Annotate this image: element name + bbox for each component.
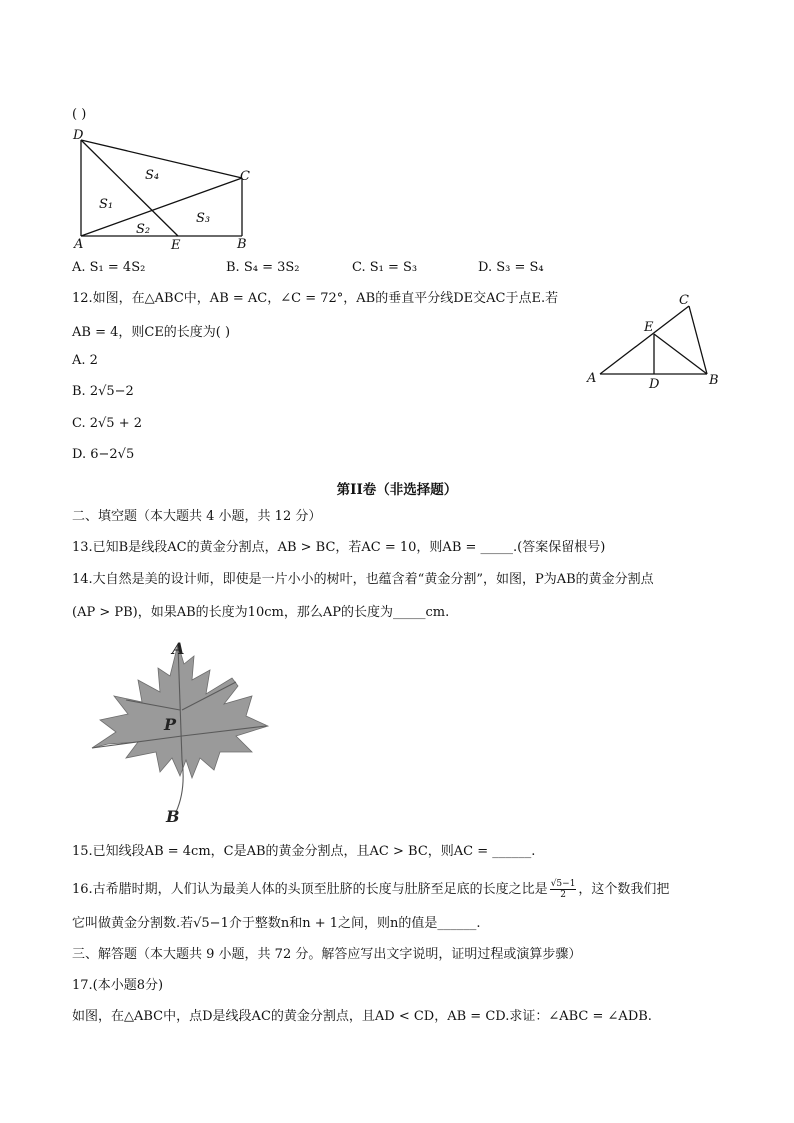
part3-section-heading: 三、解答题（本大题共 9 小题，共 72 分。解答应写出文字说明，证明过程或演算步骤）: [72, 947, 582, 962]
q11-option-c[interactable]: C. S₁ = S₃: [352, 260, 418, 275]
q16-line1: [72, 879, 669, 900]
q11-option-b[interactable]: B. S₄ = 3S₂: [226, 260, 300, 275]
leaf-label-B: B: [166, 807, 180, 826]
q15-text: 15.已知线段AB = 4cm，C是AB的黄金分割点，且AC > BC，则AC = ______.: [72, 844, 536, 859]
leaf-label-P: P: [164, 715, 177, 734]
label-D: D: [649, 377, 660, 392]
q12-option-d[interactable]: D. 6−2√5: [72, 447, 135, 462]
q16-line1-end: ，这个数我们把: [578, 882, 670, 897]
label-D: D: [73, 128, 84, 143]
q14-line2: (AP > PB)，如果AB的长度为10cm，那么AP的长度为_____cm.: [72, 605, 450, 620]
q12-figure: [583, 290, 723, 390]
q12-option-b[interactable]: B. 2√5−2: [72, 384, 134, 399]
label-A: A: [74, 237, 84, 252]
leaf-label-A: A: [172, 639, 185, 658]
q16-line2: 它叫做黄金分割数.若√5−1介于整数n和n + 1之间，则n的值是______.: [72, 916, 481, 931]
part2-section-heading: 二、填空题（本大题共 4 小题，共 12 分）: [72, 509, 322, 524]
label-S3: S₃: [196, 211, 211, 226]
label-S2: S₂: [136, 222, 151, 237]
q11-paren: ( ): [72, 107, 87, 122]
fraction-denominator: 2: [560, 890, 566, 900]
q16-line1-start: 16.古希腊时期，人们认为最美人体的头顶至肚脐的长度与肚脐至足底的长度之比是: [72, 882, 548, 897]
label-B: B: [709, 373, 719, 388]
q17-text: 如图，在△ABC中，点D是线段AC的黄金分割点，且AD < CD，AB = CD.求证：∠ABC = ∠ADB.: [72, 1009, 652, 1024]
golden-ratio-fraction: [550, 879, 577, 900]
q12-option-a[interactable]: A. 2: [72, 353, 98, 368]
fraction-numerator: √5−1: [550, 879, 576, 889]
q12-option-c[interactable]: C. 2√5 + 2: [72, 416, 143, 431]
q14-line1: 14.大自然是美的设计师，即使是一片小小的树叶，也蕴含着“黄金分割”，如图，P为AB的黄金分割点: [72, 572, 654, 587]
q11-figure: [72, 128, 262, 252]
label-E: E: [644, 320, 654, 335]
part2-title: 第II卷（非选择题）: [336, 482, 458, 498]
q11-option-d[interactable]: D. S₃ = S₄: [478, 260, 544, 275]
label-E: E: [171, 238, 181, 253]
maple-leaf-figure: [86, 640, 296, 825]
q13-text: 13.已知B是线段AC的黄金分割点，AB > BC，若AC = 10，则AB = _____.(答案保留根号): [72, 540, 606, 555]
q11-option-a[interactable]: A. S₁ = 4S₂: [72, 260, 146, 275]
label-A: A: [587, 371, 597, 386]
label-B: B: [237, 237, 247, 252]
q12-line2: AB = 4，则CE的长度为( ): [72, 325, 231, 340]
label-S1: S₁: [99, 197, 114, 212]
label-C: C: [240, 169, 250, 184]
q17-header: 17.(本小题8分): [72, 978, 164, 993]
label-C: C: [679, 293, 689, 308]
label-S4: S₄: [145, 168, 160, 183]
q12-line1: 12.如图，在△ABC中，AB = AC，∠C = 72°，AB的垂直平分线DE交AC于点E.若: [72, 291, 559, 306]
